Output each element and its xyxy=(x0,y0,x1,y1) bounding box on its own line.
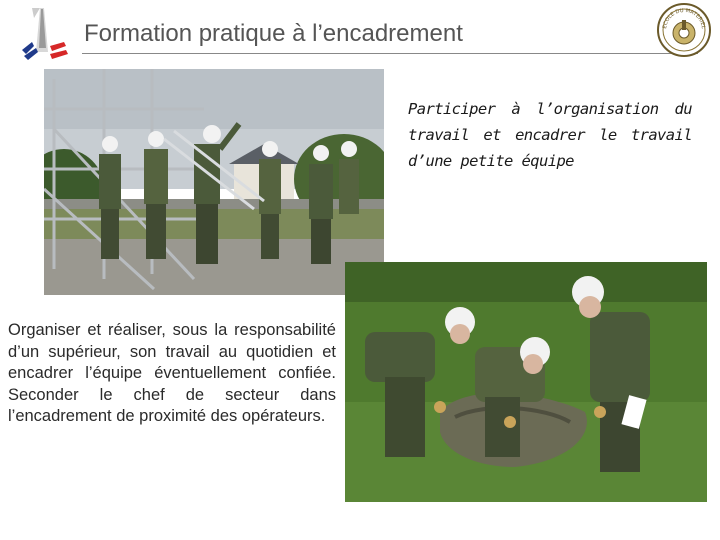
tent-folding-soldiers-photo xyxy=(345,262,707,502)
ecole-emblem-icon xyxy=(656,2,712,58)
page-title: Formation pratique à l’encadrement xyxy=(84,20,463,47)
description-paragraph: Organiser et réaliser, sous la responsabilité d’un supérieur, son travail au quotidien et encadrer l’équipe éventuellement confiée. Seconder le chef de secteur dans l’encadrement de proximité des opérateurs. xyxy=(8,321,336,425)
scaffolding-soldiers-photo xyxy=(44,69,384,295)
title-divider xyxy=(82,53,698,54)
emblem-text: ECOLE DU MATERIEL xyxy=(662,7,706,30)
objective-quote: Participer à l’organisation du travail et encadrer le travail d’une petite équipe xyxy=(408,100,692,170)
flag-chevron-logo-icon xyxy=(20,4,78,62)
